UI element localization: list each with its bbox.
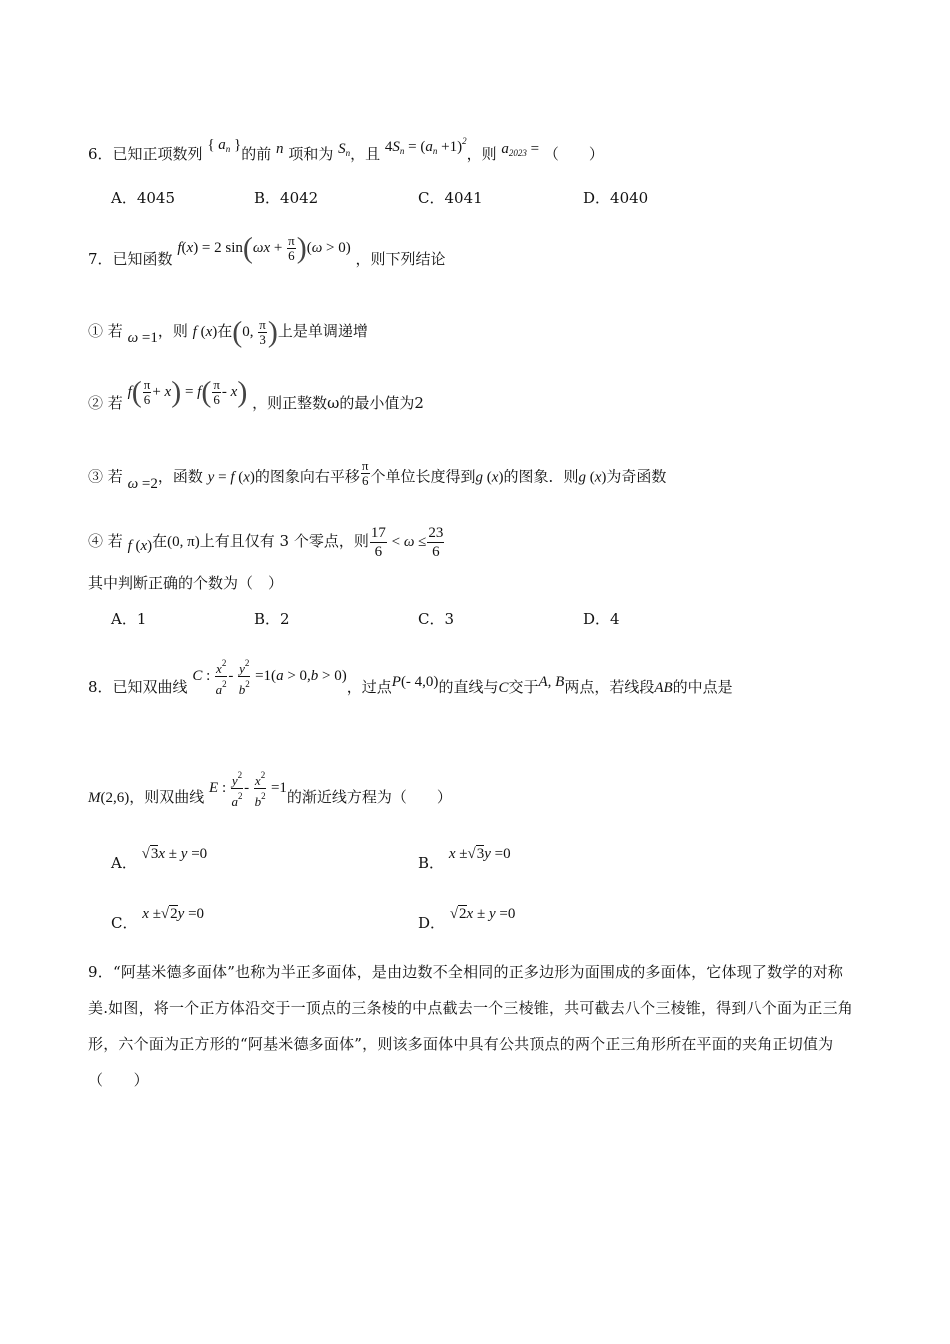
q7-statement-3: ③ 若 ω =2，函数 y = f (x)的图象向右平移 $\frac{\pi}{6}$ 个单位长度得到g (x)的图象．则g (x)为奇函数	[88, 458, 667, 492]
q6-number: 6．	[88, 145, 113, 163]
q6-option-b: B．4042	[254, 189, 319, 207]
q7-option-b: B．2	[254, 610, 290, 628]
q9-number: 9．	[88, 963, 113, 981]
question-7-stem: 7．已知函数 f(x) = 2 sin(ωx + $\frac{\pi}{6}$ )(ω > 0) ，则下列结论	[88, 231, 446, 268]
q7-conclusion: 其中判断正确的个数为（ ）	[88, 574, 284, 592]
q7-option-d: D．4	[583, 610, 620, 628]
sequence-an: { $a_n$ }	[207, 137, 242, 154]
q6-option-d: D．4040	[583, 189, 649, 207]
q7-statement-2: ② 若 f( $\frac{\pi}{6}$ + x) = f( $\frac{\pi}{6}$ - x) ，则正整数ω的最小值为2	[88, 375, 424, 412]
q7-option-c: C．3	[418, 610, 455, 628]
q6-option-a: A．4045	[111, 189, 176, 207]
q8-option-d: D． √2x ± y =0	[418, 906, 516, 932]
q8-number: 8．	[88, 677, 113, 696]
q8-option-a: A． √3x ± y =0	[111, 846, 208, 872]
q8-option-c: C． x ±√2y =0	[111, 906, 205, 932]
q7-function: f(x) = 2 sin(ωx + $\frac{\pi}{6}$ )(ω > 0)	[177, 231, 351, 265]
hyperbola-e: E : $\frac{y^2}{a^2}$ - $\frac{x^2}{b^2}$ =1	[209, 770, 287, 809]
q8-option-b: B． x ±√3y =0	[418, 846, 511, 872]
q7-number: 7．	[88, 249, 113, 268]
q7-option-a: A．1	[111, 610, 147, 628]
question-8-stem: 8．已知双曲线 C : $\frac{x^2}{a^2}$ - $\frac{y^2}{b^2}$ =1(a > 0,b > 0)，过点P(- 4,0)的直线与C交于A, B两点，若线段AB的中点是	[88, 658, 733, 697]
q7-statement-1: ① 若 ω =1，则 f (x)在(0, $\frac{\pi}{3}$ )上是单调递增	[88, 315, 368, 349]
q7-statement-4: ④ 若 f (x)在(0, π)上有且仅有 3 个零点，则 $\frac{17}{6}$ < ω ≤ $\frac{23}{6}$	[88, 525, 444, 560]
q8-stem-line-2: M(2,6)，则双曲线 E : $\frac{y^2}{a^2}$ - $\frac{x^2}{b^2}$ =1的渐近线方程为（ ）	[88, 770, 452, 809]
question-9-stem	[88, 954, 863, 1098]
hyperbola-c: C : $\frac{x^2}{a^2}$ - $\frac{y^2}{b^2}$ =1(a > 0,b > 0)	[192, 658, 347, 697]
q6-condition: $4S_n = (a_n +1)^2$	[384, 136, 467, 156]
question-6-stem: 6．已知正项数列 { $a_n$ }的前 n 项和为 $S_n$，且 $4S_n = (a_n +1)^2$，则 $a_{2023}$ = （ ）	[88, 136, 604, 163]
q9-text: “阿基米德多面体”也称为半正多面体，是由边数不全相同的正多边形为面围成的多面体，它体现了数学的对称美.如图，将一个正方体沿交于一顶点的三条棱的中点截去一个三棱锥，共可截去八个三棱锥，得到八个面为正三角形，六个面为正方形的“阿基米德多面体”，则该多面体中具有公共顶点的两个正三角形所在平面的夹角正切值为（ ）	[88, 963, 853, 1089]
q6-option-c: C．4041	[418, 189, 483, 207]
